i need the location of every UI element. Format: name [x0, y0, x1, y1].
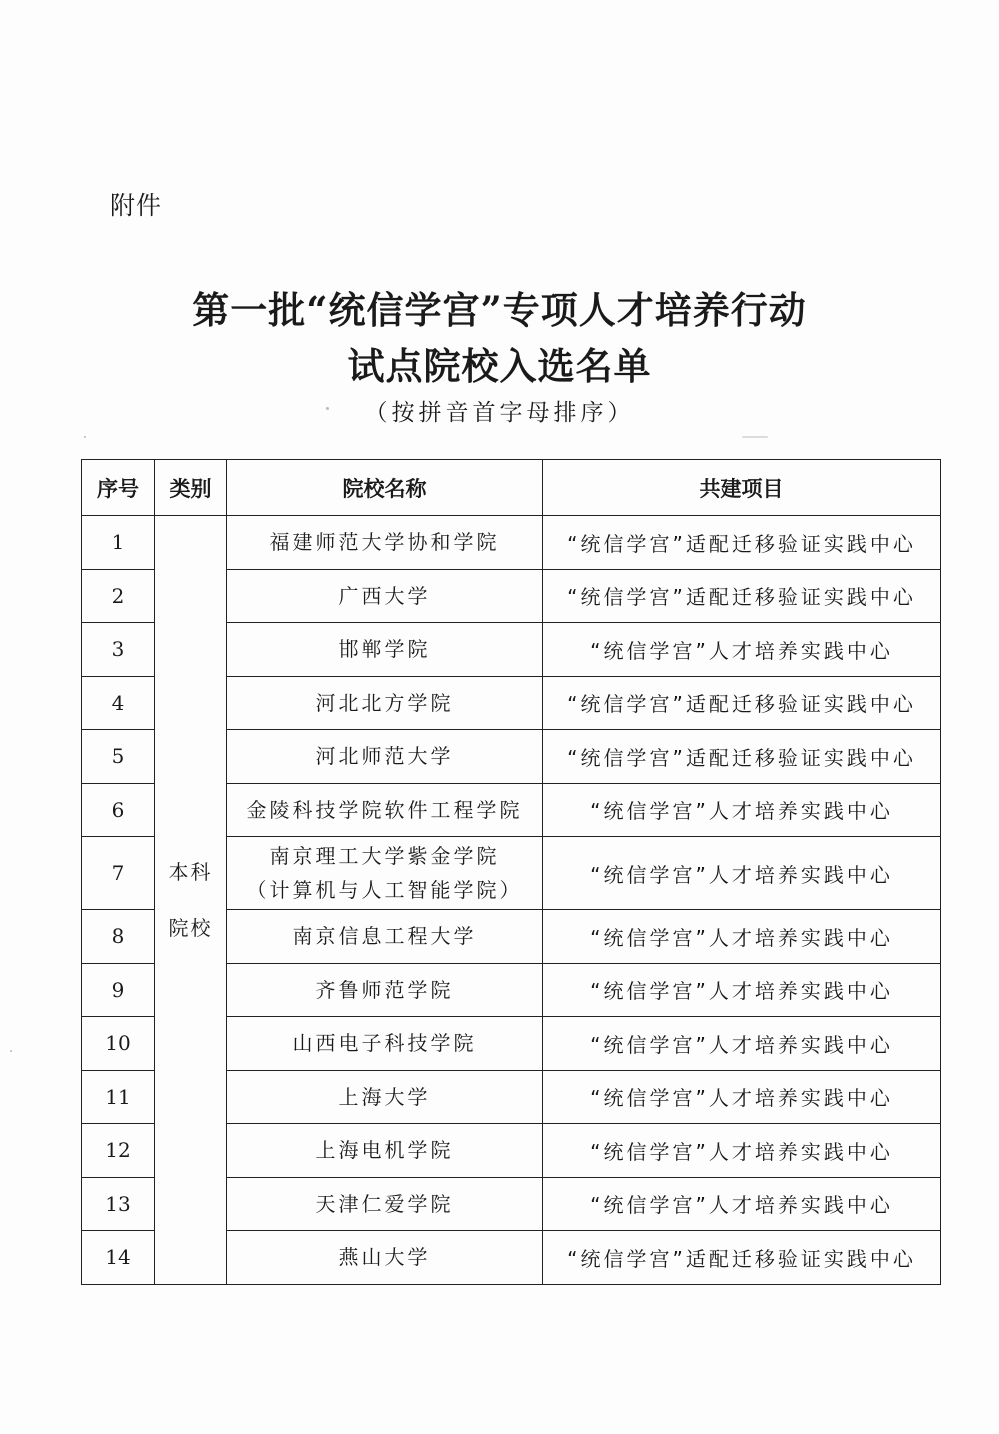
- row-number: 8: [82, 910, 155, 964]
- row-number: 1: [82, 516, 155, 570]
- school-name-line: 广西大学: [338, 583, 431, 608]
- school-name-line: （计算机与人工智能学院）: [246, 878, 523, 902]
- header-school-name: 院校名称: [227, 460, 543, 516]
- school-name: [227, 569, 543, 623]
- document-title-line1: 第一批“统信学宫”专项人才培养行动: [192, 288, 807, 332]
- scan-speck: [10, 1050, 12, 1052]
- project-name: “统信学宫”人才培养实践中心: [543, 1070, 941, 1124]
- school-name-line: 上海电机学院: [315, 1138, 454, 1163]
- school-name: [227, 1177, 543, 1231]
- school-name: [227, 516, 543, 570]
- scan-speck: [742, 436, 768, 438]
- school-name: [227, 910, 543, 964]
- project-name: “统信学宫”人才培养实践中心: [543, 783, 941, 837]
- category-label: 院校: [168, 915, 213, 940]
- row-number: 3: [82, 623, 155, 677]
- row-number: 14: [82, 1231, 155, 1285]
- project-name: “统信学宫”人才培养实践中心: [543, 837, 941, 910]
- school-name-line: 福建师范大学协和学院: [269, 530, 500, 555]
- row-number: 7: [82, 837, 155, 910]
- row-number: 10: [82, 1017, 155, 1071]
- school-name-line: 天津仁爱学院: [315, 1191, 454, 1216]
- school-name-line: 山西电子科技学院: [292, 1031, 477, 1056]
- school-name: [227, 837, 543, 910]
- table-header-row: [82, 460, 941, 516]
- category-label: 本科: [168, 859, 213, 884]
- row-number: 6: [82, 783, 155, 837]
- project-name: “统信学宫”人才培养实践中心: [543, 910, 941, 964]
- project-name: “统信学宫”适配迁移验证实践中心: [543, 676, 941, 730]
- sort-order-note: （按拼音首字母排序）: [364, 400, 635, 426]
- school-name-line: 邯郸学院: [338, 637, 431, 662]
- table-row: [82, 516, 941, 570]
- row-number: 13: [82, 1177, 155, 1231]
- project-name: “统信学宫”适配迁移验证实践中心: [543, 1231, 941, 1285]
- school-name-line: 河北师范大学: [315, 744, 454, 769]
- row-number: 11: [82, 1070, 155, 1124]
- row-number: 2: [82, 569, 155, 623]
- table-body: [82, 516, 941, 1285]
- school-name: [227, 730, 543, 784]
- project-name: “统信学宫”人才培养实践中心: [543, 1017, 941, 1071]
- header-category: 类别: [155, 460, 227, 516]
- scan-speck: [84, 436, 86, 438]
- project-name: “统信学宫”适配迁移验证实践中心: [543, 569, 941, 623]
- school-name: [227, 623, 543, 677]
- row-number: 4: [82, 676, 155, 730]
- school-name: [227, 1231, 543, 1285]
- row-number: 5: [82, 730, 155, 784]
- school-name: [227, 676, 543, 730]
- school-name-line: 上海大学: [338, 1084, 431, 1109]
- document-title-line2: 试点院校入选名单: [347, 344, 652, 388]
- header-project: 共建项目: [543, 460, 941, 516]
- project-name: “统信学宫”适配迁移验证实践中心: [543, 730, 941, 784]
- project-name: “统信学宫”人才培养实践中心: [543, 963, 941, 1017]
- school-name-line: 河北北方学院: [315, 690, 454, 715]
- attachment-label: 附件: [110, 191, 163, 220]
- school-name-line: 南京理工大学紫金学院: [269, 844, 500, 868]
- school-name-line: 南京信息工程大学: [292, 924, 477, 949]
- row-number: 12: [82, 1124, 155, 1178]
- school-name-line: 燕山大学: [338, 1245, 431, 1270]
- project-name: “统信学宫”人才培养实践中心: [543, 1177, 941, 1231]
- school-name: [227, 1017, 543, 1071]
- scan-speck: [326, 407, 329, 410]
- header-number: 序号: [82, 460, 155, 516]
- school-name-line: 金陵科技学院软件工程学院: [246, 797, 523, 822]
- category-cell: [155, 516, 227, 1285]
- project-name: “统信学宫”人才培养实践中心: [543, 1124, 941, 1178]
- school-name: [227, 1124, 543, 1178]
- school-name-line: 齐鲁师范学院: [315, 977, 454, 1002]
- school-name: [227, 963, 543, 1017]
- school-list-table: [81, 459, 941, 1285]
- project-name: “统信学宫”人才培养实践中心: [543, 623, 941, 677]
- project-name: “统信学宫”适配迁移验证实践中心: [543, 516, 941, 570]
- row-number: 9: [82, 963, 155, 1017]
- school-name: [227, 783, 543, 837]
- school-name: [227, 1070, 543, 1124]
